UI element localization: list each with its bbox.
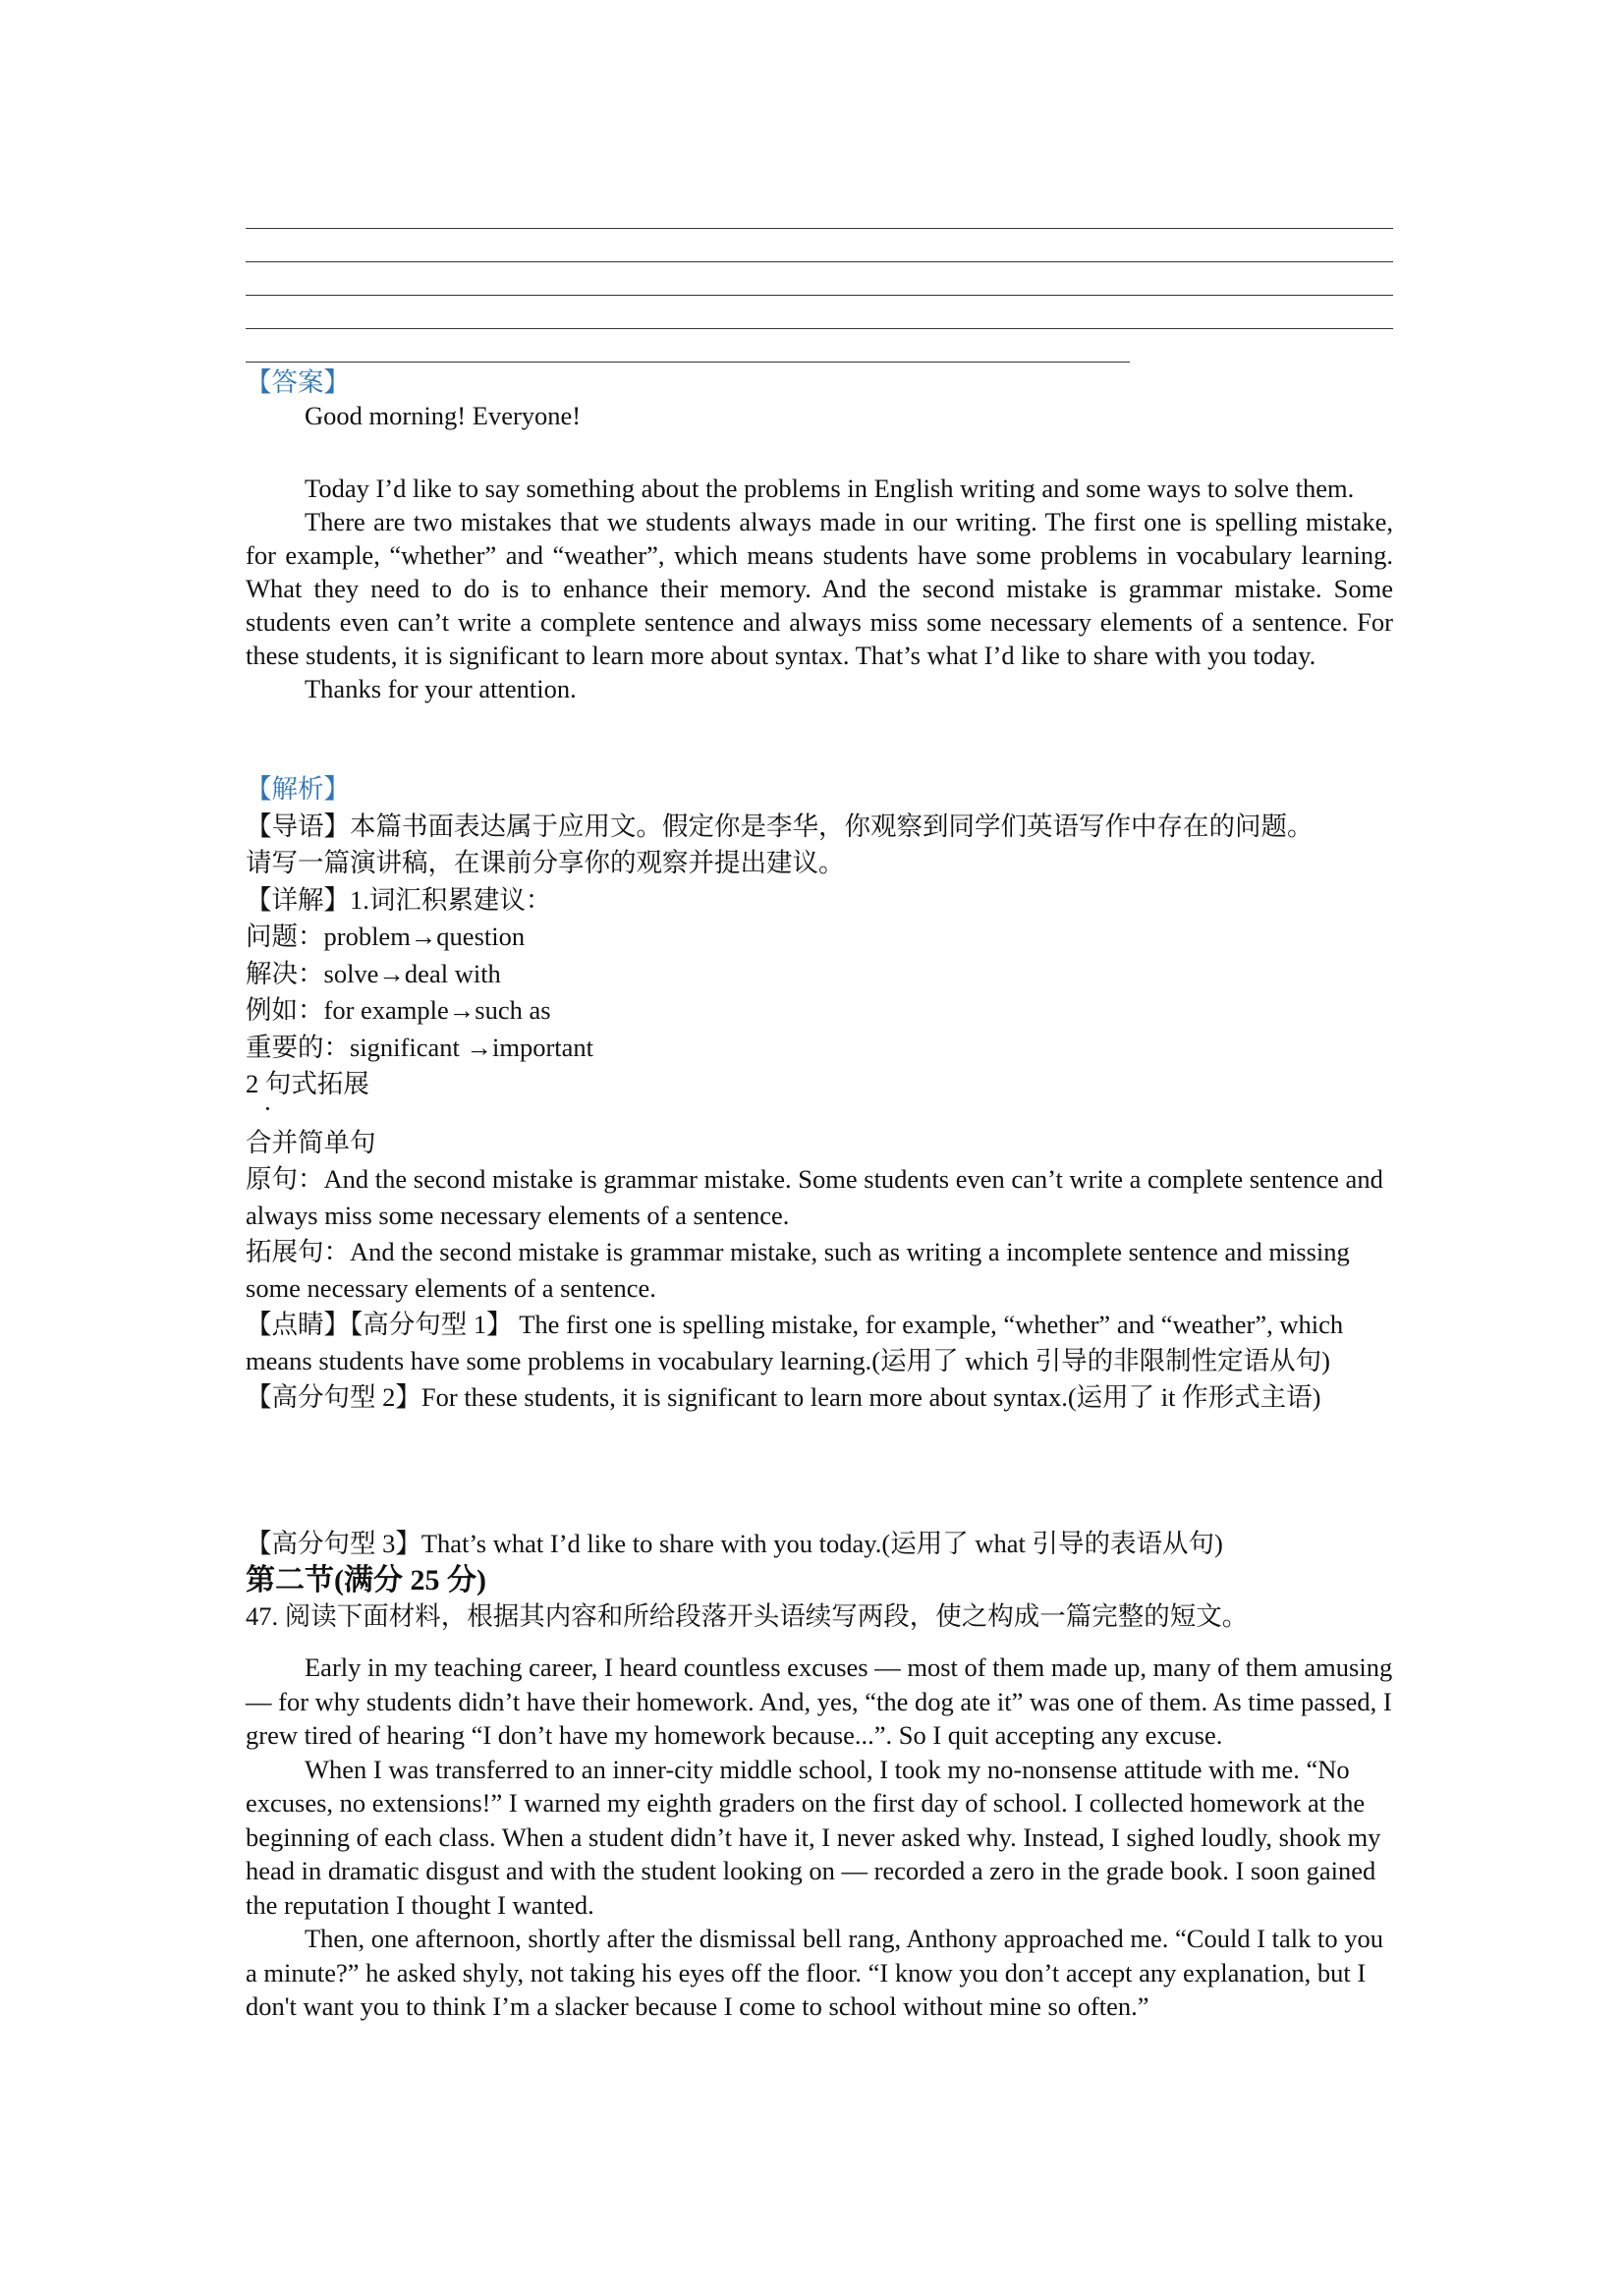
- answer-line-5: [246, 362, 1130, 363]
- point-1: 【点睛】【高分句型 1】 The first one is spelling mistake, for example, “whether” and “weather”, which means students have some problems in vocabulary learning.(运用了 which 引导的非限制性定语从句): [246, 1310, 1344, 1375]
- answer-section: [246, 365, 1393, 432]
- answer-line-1: [246, 228, 1393, 229]
- answer-line-4: [246, 328, 1393, 329]
- point-3: 【高分句型 3】That’s what I’d like to share with you today.(运用了 what 引导的表语从句): [246, 1529, 1223, 1558]
- merge-heading: 合并简单句: [246, 1128, 376, 1157]
- dot-text: ·: [263, 1093, 272, 1123]
- vocab-item: 问题：problem→question: [246, 922, 526, 951]
- answer-line-3: [246, 295, 1393, 296]
- answer-line-2: [246, 261, 1393, 262]
- section-2-title: 第二节(满分 25 分): [246, 1564, 486, 1596]
- point-2: 【高分句型 2】For these students, it is significant to learn more about syntax.(运用了 it 作形式主语): [246, 1382, 1321, 1412]
- answer-paragraph-2: There are two mistakes that we students always made in our writing. The first one is spelling mistake, for example, “whether” and “weather”, which means students have some problems in vocabulary learning. What they need to do is to enhance their memory. And the second mistake is grammar mistake. Some students even can’t write a complete sentence and always miss some necessary elements of a sentence. For these students, it is significant to learn more about syntax. That’s what I’d like to share with you today.: [246, 507, 1393, 670]
- vocab-item: 例如：for example→such as: [246, 995, 551, 1025]
- reading-passage: [246, 1651, 1393, 2024]
- analysis-intro-1: 【导语】本篇书面表达属于应用文。假定你是李华，你观察到同学们英语写作中存在的问题。: [246, 811, 1314, 841]
- answer-closing: Thanks for your attention.: [305, 674, 577, 703]
- detail-heading: 【详解】1.词汇积累建议：: [246, 884, 552, 915]
- vocab-item: 解决：solve→deal with: [246, 958, 501, 988]
- passage-paragraph-2: When I was transferred to an inner-city middle school, I took my no-nonsense attitude with me. “No excuses, no extensions!” I warned my eighth graders on the first day of school. I collected homework at the beginning of each class. When a student didn’t have it, I never asked why. Instead, I sighed loudly, shook my head in dramatic disgust and with the student looking on — recorded a zero in the grade book. I soon gained the reputation I thought I wanted.: [246, 1754, 1381, 1920]
- question-47: 47. 阅读下面材料，根据其内容和所给段落开头语续写两段，使之构成一篇完整的短文。: [246, 1601, 1249, 1631]
- answer-greeting: Good morning! Everyone!: [305, 401, 582, 430]
- analysis-intro-2: 请写一篇演讲稿，在课前分享你的观察并提出建议。: [246, 848, 845, 877]
- answer-body: [246, 472, 1393, 705]
- vocab-item: 重要的：significant →important: [246, 1032, 594, 1062]
- expanded-sentence: 拓展句：And the second mistake is grammar mistake, such as writing a incomplete sentence and missing some necessary elements of a sentence.: [246, 1237, 1350, 1303]
- point-3-block: [246, 1526, 1393, 1635]
- original-sentence: 原句：And the second mistake is grammar mistake. Some students even can’t write a complete sentence and always miss some necessary elements of a sentence.: [246, 1164, 1383, 1230]
- analysis-tag: 【解析】: [246, 774, 350, 804]
- passage-paragraph-1: Early in my teaching career, I heard countless excuses — most of them made up, many of them amusing — for why students didn’t have their homework. And, yes, “the dog ate it” was one of them. As time passed, I grew tired of hearing “I don’t have my homework because...”. So I quit accepting any excuse.: [246, 1652, 1393, 1750]
- sentence-heading: 2 句式拓展: [246, 1069, 369, 1098]
- analysis-section: [246, 771, 1393, 1103]
- passage-paragraph-3: Then, one afternoon, shortly after the dismissal bell rang, Anthony approached me. “Could I talk to you a minute?” he asked shyly, not taking his eyes off the floor. “I know you don’t accept any explanation, but I don't want you to think I’m a slacker because I come to school without mine so often.”: [246, 1924, 1384, 2021]
- dot-marker: [246, 1093, 1411, 1123]
- sentence-section: [246, 1125, 1393, 1416]
- answer-tag: 【答案】: [246, 367, 350, 397]
- answer-paragraph-1: Today I’d like to say something about the problems in English writing and some ways to solve them.: [305, 474, 1355, 503]
